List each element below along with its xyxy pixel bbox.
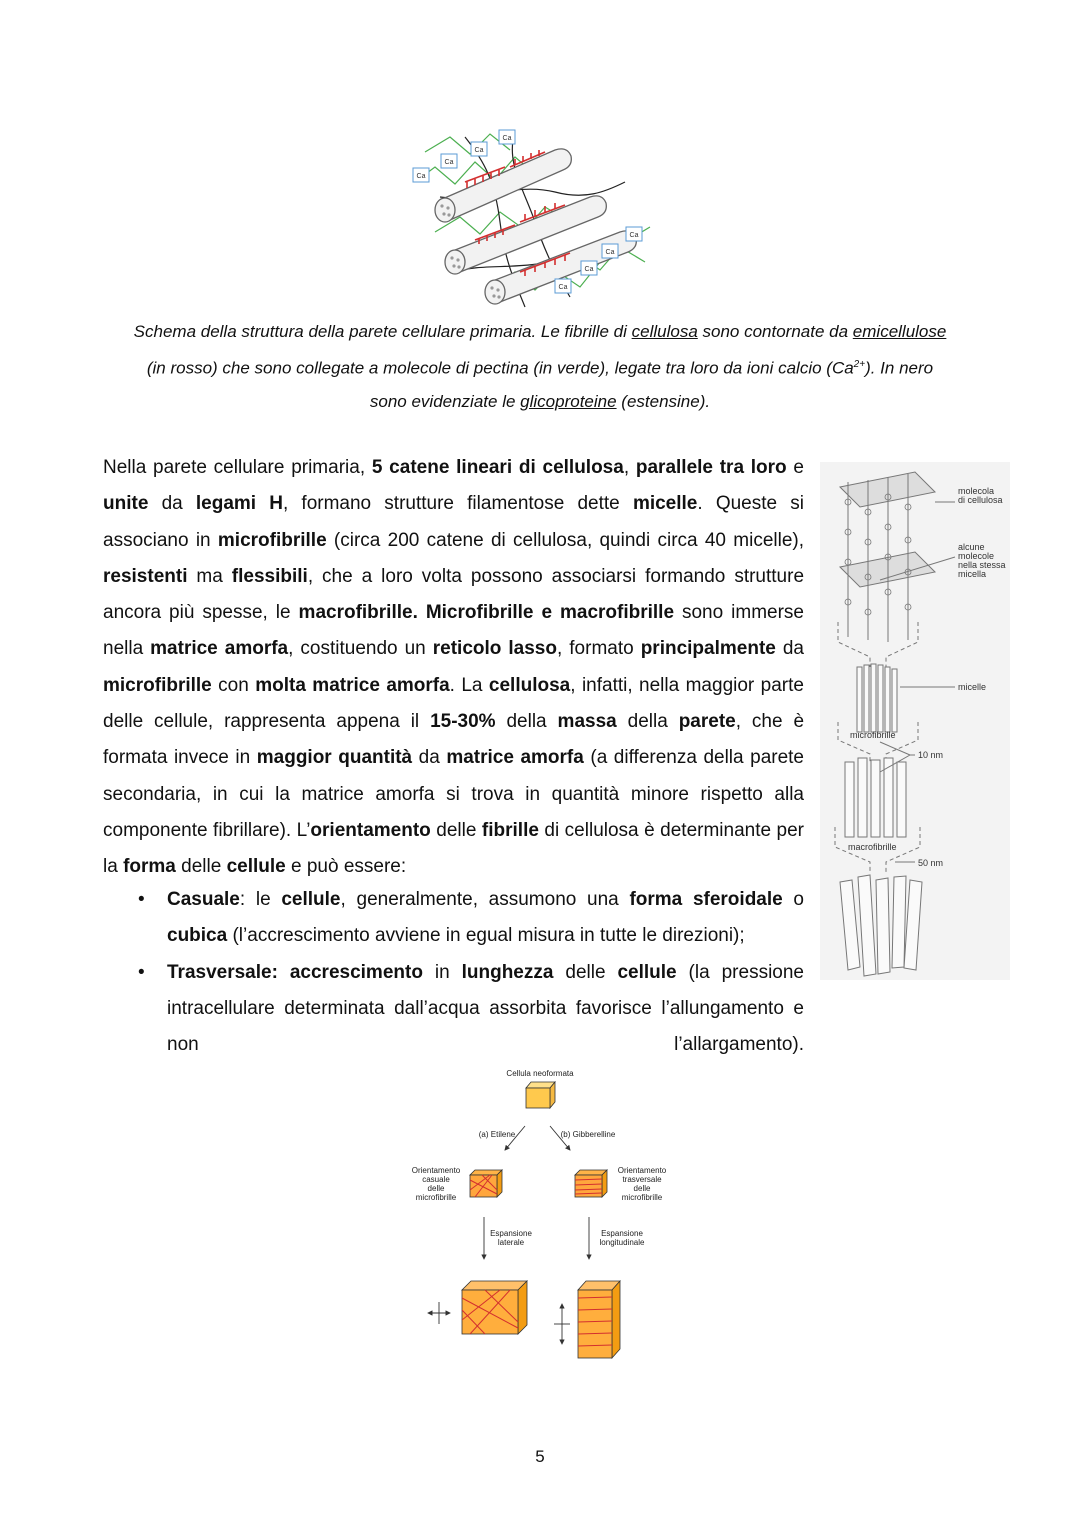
label-10nm: 10 nm [918,750,944,760]
label-macrofibrille: macrofibrille [848,842,897,852]
left-orientation-label: Orientamento casuale delle microfibrille [411,1166,461,1202]
laterally-expanded-cell [462,1281,527,1334]
calcium-ion [555,279,571,293]
svg-text:Ca: Ca [416,173,426,180]
cellulose-hierarchy-figure [820,462,1010,980]
longitudinally-expanded-cell [578,1281,620,1358]
diagram-title: Cellula neoformata [506,1069,574,1078]
label-microfibrille: microfibrille [850,730,896,740]
label-molecola: molecola [958,486,995,496]
lateral-expansion-label: Espansione laterale [490,1229,532,1247]
calcium-ion [626,227,642,241]
label-di-cellulosa: di cellulosa [958,495,1003,505]
longitudinal-expansion-arrows-icon [554,1304,570,1344]
calcium-ion [471,142,487,156]
transverse-orientation-cube [575,1170,607,1197]
svg-text:Ca: Ca [444,159,454,166]
label-50nm: 50 nm [918,858,944,868]
new-cell-cube [526,1082,555,1108]
figure-caption: Schema della struttura della parete cellulare primaria. Le fibrille di cellulosa sono contornate da emicellulose (in rosso) che sono collegate a molecole di pectina (in verde), legate tra loro da ioni calcio $(Ca^{2+})$. In nero sono evidenziate le glicoproteine (estensine). [133,322,947,411]
label-micelle: micelle [958,682,987,692]
svg-text:Ca: Ca [558,284,568,291]
svg-text:Ca: Ca [584,266,594,273]
svg-text:Ca: Ca [629,232,639,239]
right-orientation-label: Orientamento trasversale delle microfibrille [617,1166,667,1202]
svg-text:Ca: Ca [502,135,512,142]
branch-gibberelline: (b) Gibberelline [560,1130,616,1139]
list-item: • Casuale: le cellule, generalmente, assumono una forma sferoidale o cubica (l’accrescimento avviene in egual misura in tutte le direzioni); [138,889,804,947]
page-number: 5 [535,1447,545,1466]
label-micella: micella [958,569,987,579]
calcium-ion [413,168,429,182]
calcium-ion [499,130,515,144]
random-orientation-cube [470,1170,502,1197]
lateral-expansion-arrows-icon [428,1302,450,1324]
list-item: • Trasversale: accrescimento in lunghezza delle cellule (la pressione intracellulare determinata dall’acqua assorbita favorisce l’allungamento e non l’allargamento). [138,961,804,1056]
branch-etilene: (a) Etilene [478,1130,516,1139]
orientation-diagram-drawing [400,1062,680,1367]
body-paragraph: Nella parete cellulare primaria, 5 catene lineari di cellulosa, parallele tra loro e unite da legami H, formano strutture filamentose dette micelle. Queste si associano in microfibrille (circa 200 catene di cellulosa, quindi circa 40 micelle), resistenti ma flessibili, che a loro volta possono associarsi formando strutture ancora più spesse, le macrofibrille. Microfibrille e macrofibrille sono immerse nella matrice amorfa, costituendo un reticolo lasso, formato principalmente da microfibrille con molta matrice amorfa. La cellulosa, infatti, nella maggior parte delle cellule, rappresenta appena il 15-30% della massa della parete, che è formata invece in maggior quantità da matrice amorfa (a differenza della parete secondaria, in cui la matrice amorfa si trova in quantità minore rispetto alla componente fibrillare). L’orientamento delle fibrille di cellulosa è determinante per la forma delle cellule e può essere: [103,457,805,878]
cellulose-hierarchy-drawing [820,462,1010,980]
label-nella-stessa: nella stessa [958,560,1006,570]
label-alcune: alcune [958,542,985,552]
longitudinal-expansion-label: Espansione longitudinale [599,1229,645,1247]
cell-wall-schematic [405,122,665,312]
orientation-diagram [400,1062,680,1367]
svg-text:Ca: Ca [605,249,615,256]
calcium-ion [602,244,618,258]
calcium-ion [441,154,457,168]
label-molecole: molecole [958,551,995,561]
calcium-ion [581,261,597,275]
svg-text:Ca: Ca [474,147,484,154]
